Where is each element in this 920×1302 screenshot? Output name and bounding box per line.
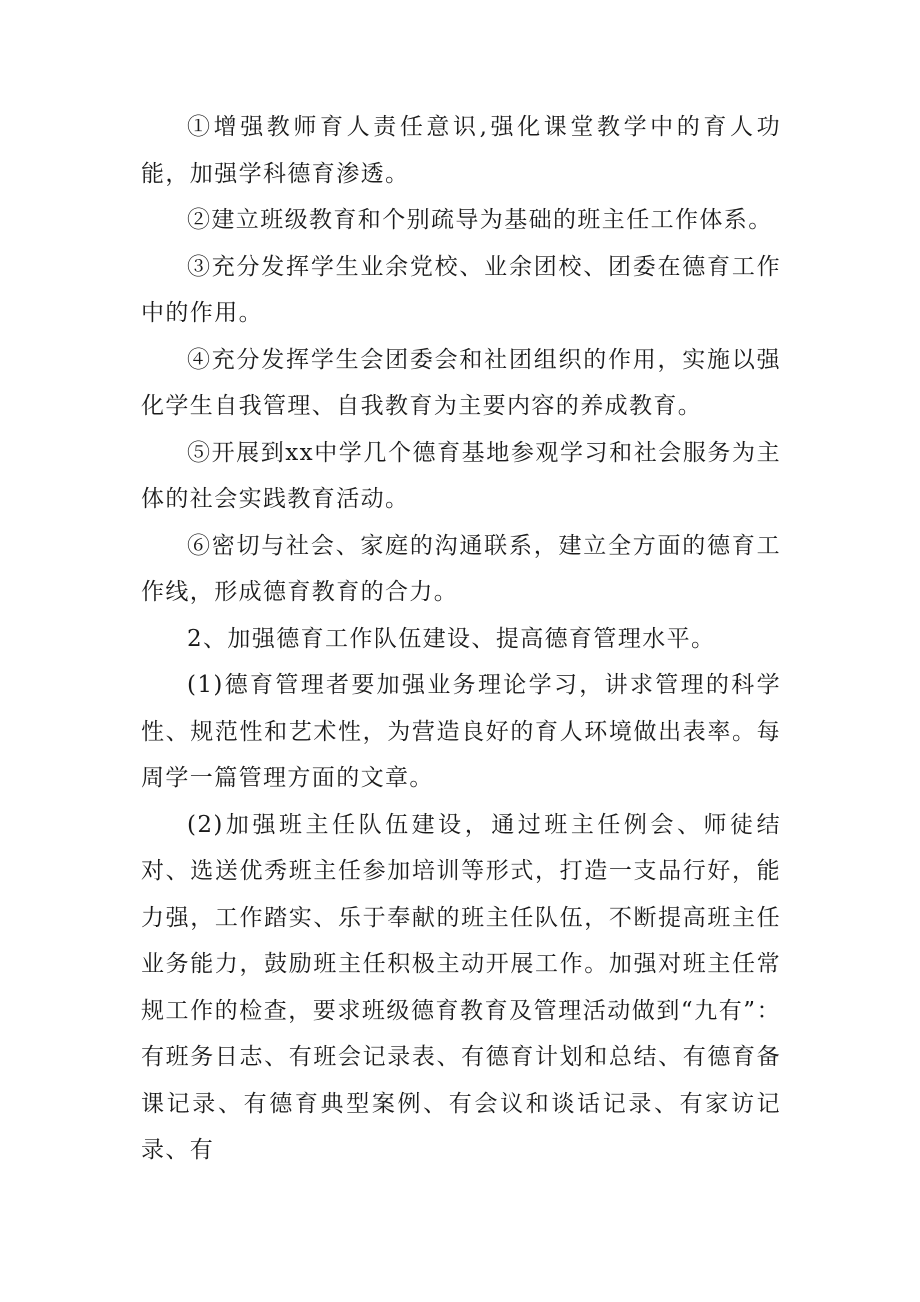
paragraph-item-1: ①增强教师育人责任意识,强化课堂教学中的育人功能，加强学科德育渗透。: [141, 114, 781, 187]
paragraph-item-2: ②建立班级教育和个别疏导为基础的班主任工作体系。: [187, 207, 773, 233]
paragraph-item-3: ③充分发挥学生业余党校、业余团校、团委在德育工作中的作用。: [141, 253, 781, 326]
paragraph-item-6: ⑥密切与社会、家庭的沟通联系，建立全方面的德育工作线，形成德育教育的合力。: [141, 532, 781, 605]
document-body: [141, 104, 781, 1174]
paragraph-item-4: ④充分发挥学生会团委会和社团组织的作用，实施以强化学生自我管理、自我教育为主要内容的养成教育。: [141, 346, 781, 419]
paragraph-item-management: (1)德育管理者要加强业务理论学习，讲求管理的科学性、规范性和艺术性，为营造良好的育人环境做出表率。每周学一篇管理方面的文章。: [141, 672, 781, 791]
paragraph-item-5: ⑤开展到xx中学几个德育基地参观学习和社会服务为主体的社会实践教育活动。: [141, 439, 781, 512]
section-heading: 2、加强德育工作队伍建设、提高德育管理水平。: [187, 625, 716, 652]
paragraph-item-head-teachers: (2)加强班主任队伍建设，通过班主任例会、师徒结对、选送优秀班主任参加培训等形式，打造一支品行好，能力强，工作踏实、乐于奉献的班主任队伍，不断提高班主任业务能力，鼓励班主任积极主动开展工作。加强对班主任常规工作的检查，要求班级德育教育及管理活动做到“九有”：有班务日志、有班会记录表、有德育计划和总结、有德育备课记录、有德育典型案例、有会议和谈话记录、有家访记录、有: [141, 811, 781, 1163]
